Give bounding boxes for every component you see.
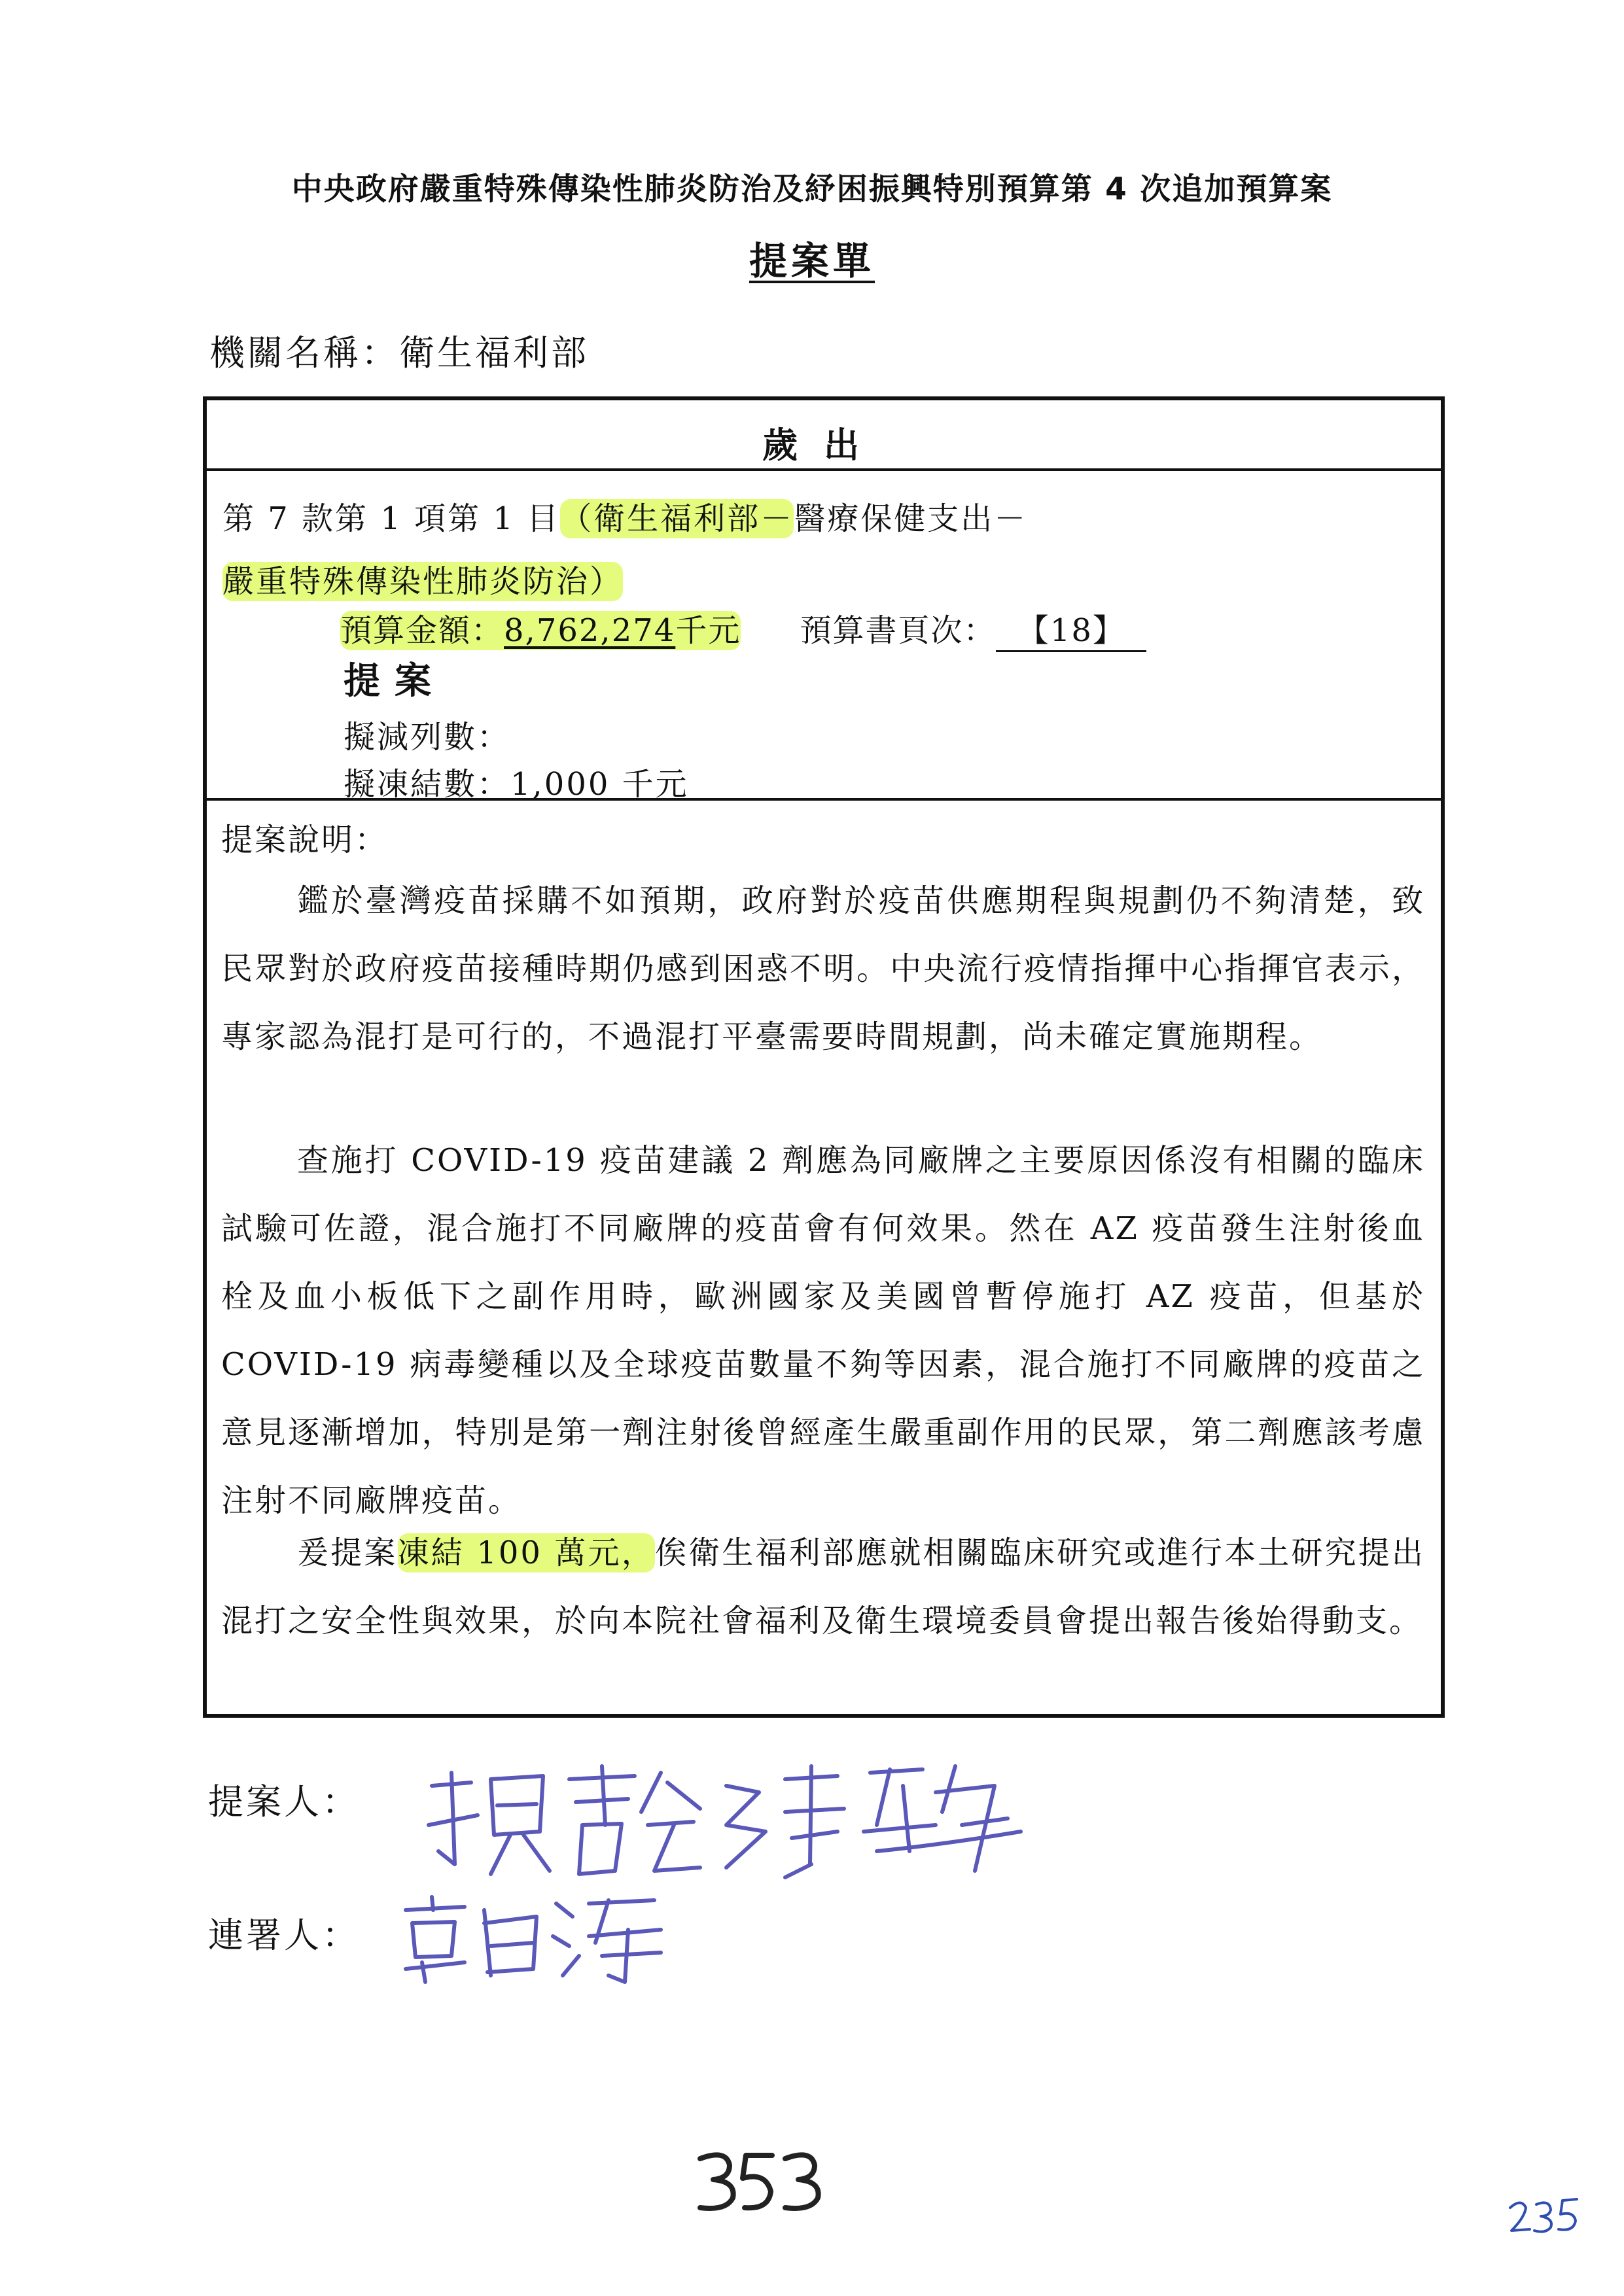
explanation-paragraph-2: 查施打 COVID-19 疫苗建議 2 劑應為同廠牌之主要原因係沒有相關的臨床試驗可佐證，混合施打不同廠牌的疫苗會有何效果。然在 AZ 疫苗發生注射後血栓及血小板低下之副作用時，歐洲國家及美國曾暫停施打 AZ 疫苗，但基於 COVID-19 病毒變種以及全球疫苗數量不夠等因素，混合施打不同廠牌的疫苗之意見逐漸增加，特別是第一劑注射後曾經產生嚴重副作用的民眾，第二劑應該考慮注射不同廠牌疫苗。 <box>221 1142 1425 1519</box>
explanation-paragraph-1: 鑑於臺灣疫苗採購不如預期，政府對於疫苗供應期程與規劃仍不夠清楚，致民眾對於政府疫苗接種時期仍感到困惑不明。中央流行疫情指揮中心指揮官表示，專家認為混打是可行的，不過混打平臺需要時間規劃，尚未確定實施期程。 <box>221 882 1425 1055</box>
proposer-signature <box>419 1753 1034 1897</box>
budget-highlight <box>340 611 741 650</box>
p3-rest: 俟衛生福利部應就相關臨床研究或進行本土研究提出混打之安全性與效果，於向本院社會福利及衛生環境委員會提出報告後始得動支。 <box>221 1535 1425 1639</box>
document-subtitle <box>0 230 1624 285</box>
item-highlight-1: （衛生福利部－ <box>560 500 794 537</box>
p3-prefix: 爰提案 <box>297 1535 398 1571</box>
document-title: 中央政府嚴重特殊傳染性肺炎防治及紓困振興特別預算第 4 次追加預算案 <box>291 171 1333 207</box>
handwritten-page-number <box>694 2146 824 2218</box>
agency-name: 機關名稱：衛生福利部 <box>209 332 589 374</box>
corner-number-drawing <box>1505 2191 1583 2237</box>
subtitle-text: 提案單 <box>749 239 875 283</box>
explanation-label: 提案說明： <box>221 822 389 858</box>
freeze-amount: 擬凍結數：1,000 千元 <box>344 766 689 803</box>
outlay-title: 歲出 <box>762 425 885 466</box>
cosigner-signature <box>393 1884 680 1989</box>
page-label: 預算書頁次： <box>800 612 997 649</box>
item-highlight-2: 嚴重特殊傳染性肺炎防治） <box>222 563 624 600</box>
item-middle: 醫療保健支出－ <box>794 500 1028 537</box>
page-value: 【18】 <box>996 605 1146 652</box>
cosigner-label: 連署人： <box>208 1915 360 1956</box>
budget-unit: 千元 <box>675 612 741 649</box>
item-prefix: 第 7 款第 1 項第 1 目 <box>222 500 561 537</box>
table-divider-header <box>203 468 1445 471</box>
proposal-heading: 提案 <box>344 660 446 703</box>
budget-amount: 8,762,274 <box>504 612 676 649</box>
proposer-label: 提案人： <box>208 1781 360 1822</box>
corner-number <box>1505 2191 1583 2237</box>
budget-amount-line <box>340 605 1146 652</box>
explanation-paragraph-3 <box>221 1519 1425 1655</box>
page-number-drawing <box>694 2146 824 2218</box>
budget-item-line <box>222 487 1426 613</box>
budget-label: 預算金額： <box>340 612 504 649</box>
reduce-amount: 擬減列數： <box>344 719 511 756</box>
p3-highlight: 凍結 100 萬元， <box>397 1535 655 1571</box>
